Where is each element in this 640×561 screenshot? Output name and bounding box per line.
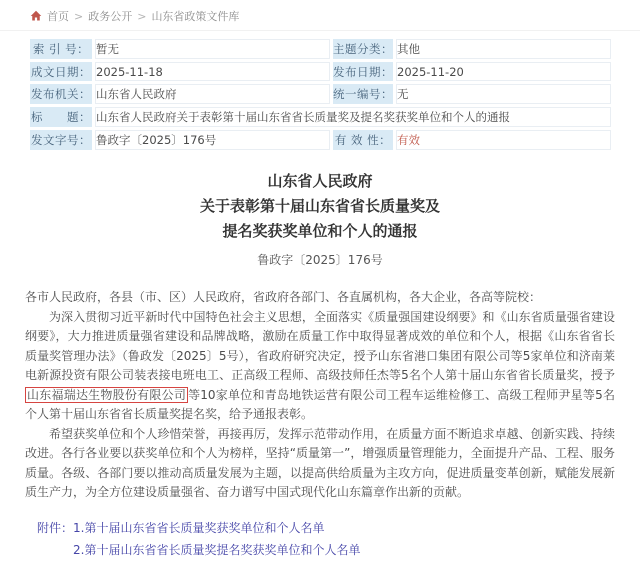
breadcrumb-item-policy-library[interactable]: 山东省政策文件库 — [151, 10, 240, 23]
highlight-box-company-name: 山东福瑞达生物股份有限公司 — [27, 387, 187, 402]
breadcrumb-separator: > — [74, 9, 84, 23]
meta-label-doc-number: 发文字号： — [30, 130, 92, 150]
meta-label-index-no: 索 引 号： — [30, 39, 92, 59]
table-row — [30, 39, 611, 59]
meta-label-topic-category: 主题分类： — [333, 39, 393, 59]
home-icon — [30, 10, 42, 22]
award-paragraph-after: 等10家单位和青岛地铁运营有限公司工程车运维检修工、高级工程师尹星等5名个人第十届山东省省长质量奖提名奖，给予通报表彰。 — [25, 387, 615, 421]
breadcrumb-separator: > — [137, 9, 147, 23]
breadcrumb — [0, 0, 640, 31]
page-title — [0, 169, 640, 244]
meta-value-doc-number: 鲁政字〔2025〕176号 — [95, 130, 330, 150]
meta-value-written-date: 2025-11-18 — [95, 62, 330, 81]
table-row — [30, 130, 611, 150]
doc-title-line2: 关于表彰第十届山东省省长质量奖及 — [199, 197, 440, 215]
doc-title-line3: 提名奖获奖单位和个人的通报 — [222, 222, 418, 240]
breadcrumb-item-zhengwugongkai[interactable]: 政务公开 — [88, 10, 133, 23]
document-body — [25, 288, 615, 503]
salutation-paragraph: 各市人民政府，各县（市、区）人民政府，省政府各部门、各直属机构，各大企业，各高等院校： — [25, 290, 542, 304]
document-meta-table — [27, 36, 614, 153]
award-paragraph-before: 为深入贯彻习近平新时代中国特色社会主义思想，全面落实《质量强国建设纲要》和《山东省质量强省建设纲要》，大力推进质量强省建设和品牌战略，激励在质量工作中取得显著成效的单位和个人，根据《山东省省长质量奖管理办法》（鲁政发〔2025〕5号），省政府研究决定，授予山东省港口集团有限公司等5家单位和济南莱电新源投资有限公司装表接电班电工、正高级工程师、高级技师任杰等5名个人第十届山东省省长质量奖，授予 — [25, 309, 615, 382]
doc-title-line1: 山东省人民政府 — [267, 172, 373, 190]
meta-value-index-no: 暂无 — [95, 39, 330, 59]
attachments-prefix: 附件： — [37, 520, 74, 535]
meta-label-publish-date: 发布日期： — [333, 62, 393, 81]
meta-value-title: 山东省人民政府关于表彰第十届山东省省长质量奖及提名奖获奖单位和个人的通报 — [95, 107, 611, 127]
meta-value-issuing-agency: 山东省人民政府 — [95, 84, 330, 104]
meta-value-validity: 有效 — [396, 130, 611, 150]
meta-label-validity: 有 效 性： — [333, 130, 393, 150]
table-row — [30, 62, 611, 81]
meta-label-unified-no: 统一编号： — [333, 84, 393, 104]
attachment-row-2 — [37, 539, 640, 561]
meta-label-written-date: 成文日期： — [30, 62, 92, 81]
exhortation-paragraph: 希望获奖单位和个人珍惜荣誉，再接再厉，发挥示范带动作用，在质量方面不断追求卓越、创新实践、持续改进。各行各业要以获奖单位和个人为榜样，坚持“质量第一”，增强质量管理能力，全面提升产品、工程、服务质量。各级、各部门要以推动高质量发展为主题，以提高供给质量为主攻方向，促进质量变革创新，赋能发展新质生产力，为全方位建设质量强省、奋力谱写中国式现代化山东篇章作出新的贡献。 — [25, 426, 615, 499]
award-paragraph — [25, 308, 615, 425]
table-row — [30, 84, 611, 104]
attachments-section — [37, 517, 640, 561]
doc-number: 鲁政字〔2025〕176号 — [257, 253, 383, 267]
attachment-link-1[interactable]: 1.第十届山东省省长质量奖获奖单位和个人名单 — [73, 520, 325, 535]
attachment-link-2[interactable]: 2.第十届山东省省长质量奖提名奖获奖单位和个人名单 — [73, 542, 361, 557]
meta-label-issuing-agency: 发布机关： — [30, 84, 92, 104]
meta-value-topic-category: 其他 — [396, 39, 611, 59]
table-row — [30, 107, 611, 127]
meta-value-unified-no: 无 — [396, 84, 611, 104]
meta-value-publish-date: 2025-11-20 — [396, 62, 611, 81]
meta-label-title: 标 题： — [30, 107, 92, 127]
attachment-row-1 — [37, 517, 640, 539]
breadcrumb-home[interactable]: 首页 — [47, 10, 69, 23]
